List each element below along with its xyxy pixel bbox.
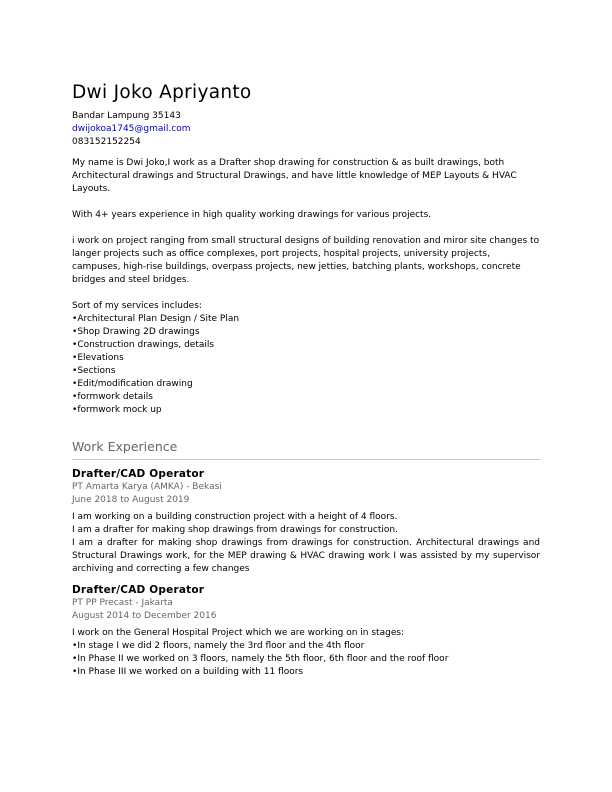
location: Bandar Lampung 35143 <box>72 111 181 121</box>
email-link[interactable]: dwijokoa1745@gmail.com <box>72 124 191 134</box>
job-dates: June 2018 to August 2019 <box>72 495 190 505</box>
phone: 083152152254 <box>72 137 141 147</box>
job-company: PT Amarta Karya (AMKA) - Bekasi <box>72 482 222 492</box>
candidate-name: Dwi Joko Apriyanto <box>72 82 252 103</box>
job-title: Drafter/CAD Operator <box>72 468 205 480</box>
service-item: • Sections <box>72 365 540 378</box>
service-item: • Elevations <box>72 352 540 365</box>
service-item: • formwork mock up <box>72 404 540 417</box>
job-dates: August 2014 to December 2016 <box>72 611 217 621</box>
service-item: • Architectural Plan Design / Site Plan <box>72 313 540 326</box>
job-description <box>72 627 540 679</box>
job-intro: I work on the General Hospital Project which we are working on in stages: <box>72 628 405 638</box>
service-item: • Edit/modification drawing <box>72 378 540 391</box>
job-entry <box>72 468 540 576</box>
job-bullets <box>72 640 540 679</box>
job-bullet: • In Phase III we worked on a building with 11 floors <box>72 666 540 679</box>
services-block <box>72 300 540 417</box>
services-list <box>72 313 540 417</box>
job-line: I am a drafter for making shop drawings from drawings for construction. Architectural drawings and Structural Drawings work, for the MEP drawing & HVAC drawing work I was assisted by my supervisor archiving and correcting a few changes <box>72 538 540 574</box>
job-entry <box>72 584 540 679</box>
summary-paragraph: With 4+ years experience in high quality working drawings for various projects. <box>72 210 432 220</box>
work-experience-heading: Work Experience <box>72 439 540 460</box>
job-bullet: • In Phase II we worked on 3 floors, namely the 5th floor, 6th floor and the roof floor <box>72 653 540 666</box>
service-item: • Construction drawings, details <box>72 339 540 352</box>
summary-section <box>72 157 540 417</box>
job-title: Drafter/CAD Operator <box>72 584 205 596</box>
summary-paragraph: My name is Dwi Joko,I work as a Drafter shop drawing for construction & as built drawings, both Architectural drawings and Structural Drawings, and have little knowledge of MEP Layouts & HVAC Layouts. <box>72 158 517 194</box>
service-item: • formwork details <box>72 391 540 404</box>
job-line: I am a drafter for making shop drawings from drawings for construction. <box>72 525 398 535</box>
job-bullet: • In stage I we did 2 floors, namely the 3rd floor and the 4th floor <box>72 640 540 653</box>
contact-block <box>72 110 540 149</box>
services-intro: Sort of my services includes: <box>72 301 202 311</box>
summary-paragraph: i work on project ranging from small structural designs of building renovation and miror site changes to langer projects such as office complexes, port projects, hospital projects, university projects, campuses, high-rise buildings, overpass projects, new jetties, batching plants, workshops, concrete bridges and steel bridges. <box>72 236 540 285</box>
service-item: • Shop Drawing 2D drawings <box>72 326 540 339</box>
job-line: I am working on a building construction project with a height of 4 floors. <box>72 512 398 522</box>
resume-page <box>72 82 540 679</box>
job-description <box>72 511 540 576</box>
job-company: PT PP Precast - Jakarta <box>72 598 173 608</box>
